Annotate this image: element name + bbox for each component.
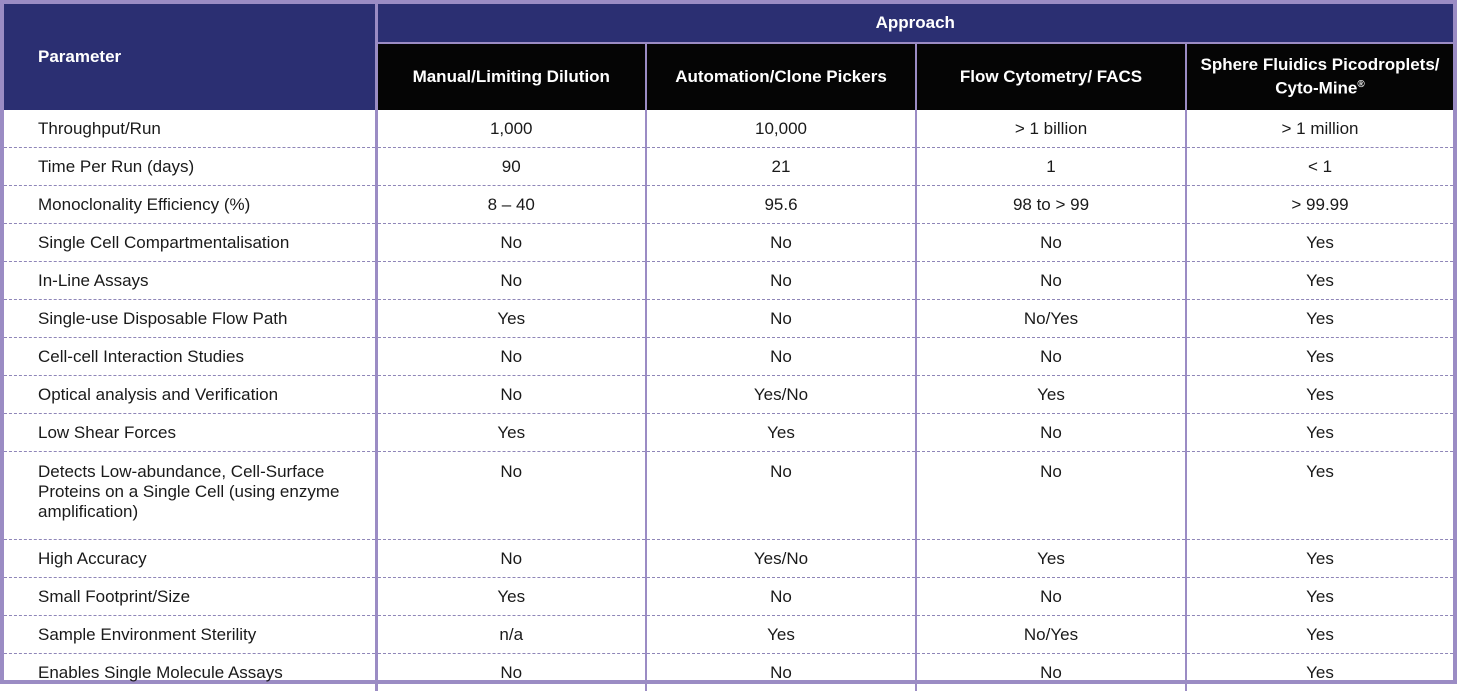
table-row [4,338,1453,376]
parameter-cell: High Accuracy [4,540,376,578]
value-cell: Yes [1186,262,1453,300]
value-cell: No [376,540,646,578]
table-row [4,376,1453,414]
value-cell: Yes [1186,616,1453,654]
value-cell: No [376,654,646,691]
parameter-cell: Monoclonality Efficiency (%) [4,186,376,224]
value-cell: > 99.99 [1186,186,1453,224]
value-cell: No [916,262,1186,300]
value-cell: n/a [376,616,646,654]
value-cell: 8 – 40 [376,186,646,224]
value-cell: 10,000 [646,110,916,148]
table-row [4,452,1453,540]
value-cell: Yes/No [646,376,916,414]
value-cell: No [916,224,1186,262]
value-cell: > 1 million [1186,110,1453,148]
value-cell: No [916,414,1186,452]
parameter-cell: Time Per Run (days) [4,148,376,186]
registered-mark: ® [1357,79,1364,90]
parameter-cell: In-Line Assays [4,262,376,300]
parameter-cell: Sample Environment Sterility [4,616,376,654]
value-cell: < 1 [1186,148,1453,186]
value-cell: No/Yes [916,616,1186,654]
approach-header: Approach [376,4,1453,43]
value-cell: No [646,300,916,338]
value-cell: Yes [376,414,646,452]
value-cell: No [916,338,1186,376]
value-cell: 1 [916,148,1186,186]
value-cell: Yes [1186,338,1453,376]
value-cell: Yes [1186,376,1453,414]
table-row [4,224,1453,262]
value-cell: > 1 billion [916,110,1186,148]
column-header-sphere-fluidics [1186,43,1453,110]
value-cell: No [646,338,916,376]
parameter-cell: Optical analysis and Verification [4,376,376,414]
table-row [4,414,1453,452]
column-header-label: Sphere Fluidics Picodroplets/ Cyto-Mine [1201,55,1440,98]
parameter-cell: Detects Low-abundance, Cell-Surface Proteins on a Single Cell (using enzyme amplification) [4,452,376,540]
value-cell: No [646,578,916,616]
table-row [4,148,1453,186]
comparison-table [4,4,1453,691]
table-row [4,616,1453,654]
parameter-cell: Single-use Disposable Flow Path [4,300,376,338]
column-header-flow-cytometry [916,43,1186,110]
table-row [4,300,1453,338]
parameter-cell: Cell-cell Interaction Studies [4,338,376,376]
value-cell: Yes [1186,224,1453,262]
parameter-cell: Small Footprint/Size [4,578,376,616]
value-cell: 21 [646,148,916,186]
value-cell: Yes [376,578,646,616]
parameter-cell: Single Cell Compartmentalisation [4,224,376,262]
value-cell: No [916,654,1186,691]
value-cell: No [916,578,1186,616]
value-cell: No [646,224,916,262]
value-cell: Yes [1186,578,1453,616]
value-cell: No [916,452,1186,540]
table-row [4,578,1453,616]
value-cell: No [376,224,646,262]
value-cell: 1,000 [376,110,646,148]
column-header-automation [646,43,916,110]
value-cell: Yes [916,540,1186,578]
value-cell: 98 to > 99 [916,186,1186,224]
value-cell: No/Yes [916,300,1186,338]
value-cell: Yes/No [646,540,916,578]
table-row [4,540,1453,578]
parameter-cell: Throughput/Run [4,110,376,148]
table-row [4,186,1453,224]
table-row [4,262,1453,300]
table-body [4,110,1453,691]
value-cell: Yes [376,300,646,338]
value-cell: Yes [1186,414,1453,452]
parameter-header: Parameter [4,4,376,110]
value-cell: Yes [646,616,916,654]
value-cell: 90 [376,148,646,186]
value-cell: Yes [916,376,1186,414]
value-cell: Yes [1186,540,1453,578]
value-cell: Yes [1186,452,1453,540]
column-header-label: Manual/Limiting Dilution [413,67,610,86]
value-cell: Yes [1186,654,1453,691]
value-cell: No [646,654,916,691]
column-header-label: Flow Cytometry/ FACS [960,67,1142,86]
parameter-cell: Enables Single Molecule Assays [4,654,376,691]
value-cell: Yes [646,414,916,452]
table-row [4,110,1453,148]
value-cell: Yes [1186,300,1453,338]
table-row [4,654,1453,691]
value-cell: No [376,376,646,414]
value-cell: No [376,262,646,300]
column-header-manual [376,43,646,110]
parameter-cell: Low Shear Forces [4,414,376,452]
value-cell: 95.6 [646,186,916,224]
value-cell: No [376,338,646,376]
value-cell: No [646,262,916,300]
value-cell: No [646,452,916,540]
value-cell: No [376,452,646,540]
column-header-label: Automation/Clone Pickers [675,67,887,86]
